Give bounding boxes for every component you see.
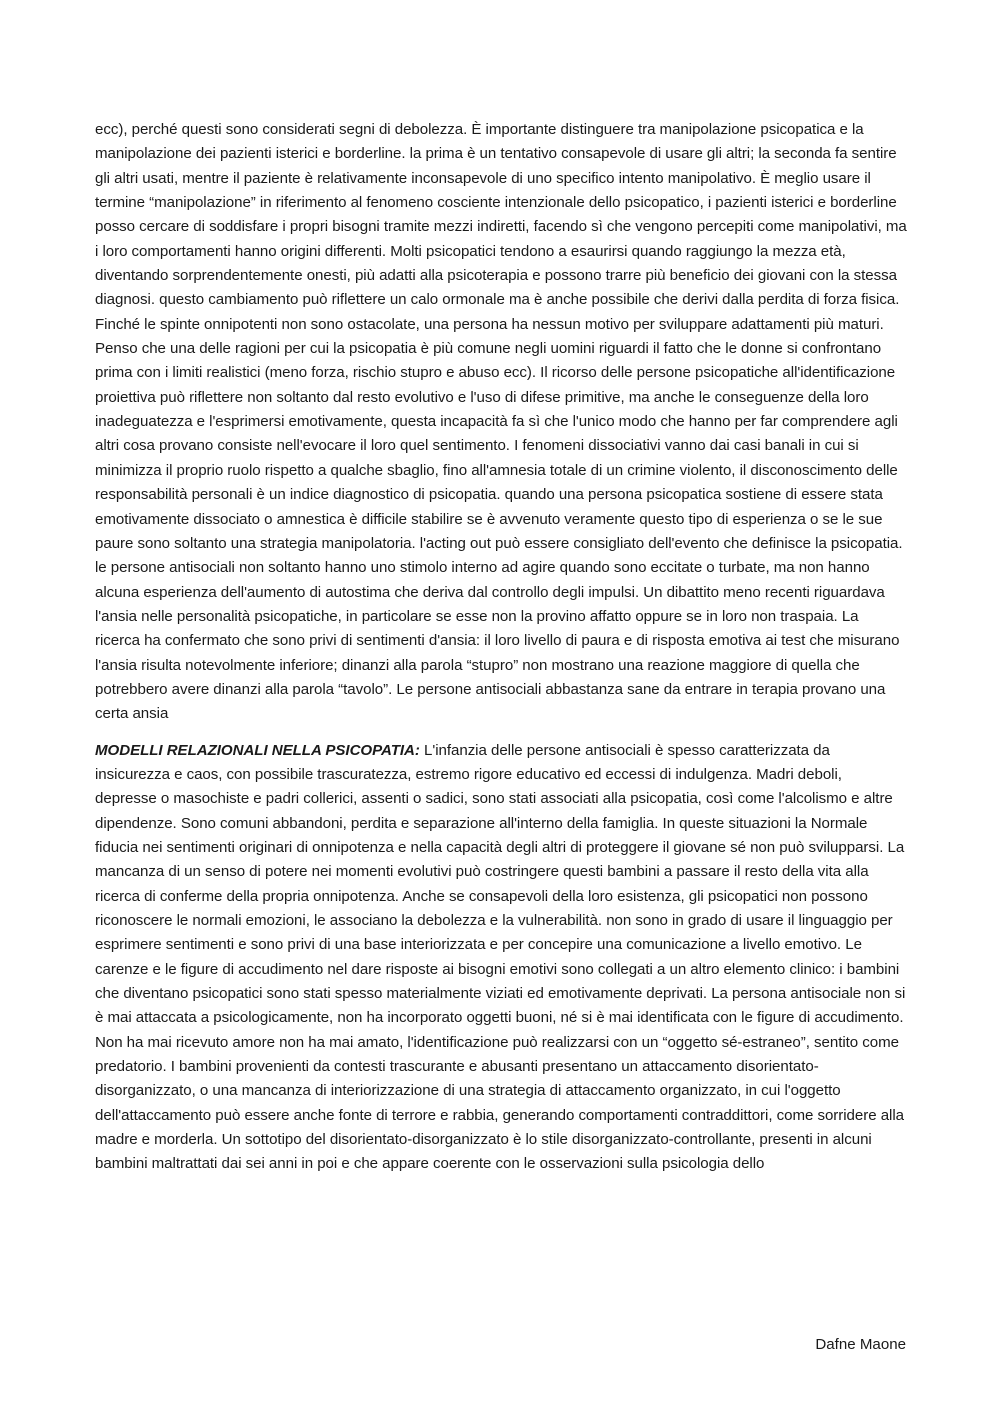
section-heading: MODELLI RELAZIONALI NELLA PSICOPATIA: <box>95 741 420 759</box>
document-page <box>95 118 907 1177</box>
footer-author: Dafne Maone <box>815 1336 906 1353</box>
body-paragraph: ecc), perché questi sono considerati segni di debolezza. È importante distinguere tra manipolazione psicopatica e la manipolazione dei pazienti isterici e borderline. la prima è un tentativo consapevole di usare gli altri; la seconda fa sentire gli altri usati, mentre il paziente è relativamente inconsapevole di uno specifico intento manipolativo. È meglio usare il termine “manipolazione” in riferimento al fenomeno cosciente intenzionale dello psicopatico, i pazienti isterici e borderline posso cercare di soddisfare i propri bisogni tramite mezzi indiretti, facendo sì che vengono percepiti come manipolativi, ma i loro comportamenti hanno origini differenti. Molti psicopatici tendono a esaurirsi quando raggiungo la mezza età, diventando sorprendentemente onesti, più adatti alla psicoterapia e possono trarre più beneficio dei giovani con la stessa diagnosi. questo cambiamento può riflettere un calo ormonale ma è anche possibile che derivi dalla perdita di forza fisica. Finché le spinte onnipotenti non sono ostacolate, una persona ha nessun motivo per sviluppare adattamenti più maturi. Penso che una delle ragioni per cui la psicopatia è più comune negli uomini riguardi il fatto che le donne si confrontano prima con i limiti realistici (meno forza, rischio stupro e abuso ecc). Il ricorso delle persone psicopatiche all'identificazione proiettiva può riflettere non soltanto dal resto evolutivo e l'uso di difese primitive, ma anche le conseguenze della loro inadeguatezza e l'esprimersi emotivamente, questa incapacità fa sì che l'unico modo che hanno per far comprendere agli altri cosa provano consiste nell'evocare il loro quel sentimento. I fenomeni dissociativi vanno dai casi banali in cui si minimizza il proprio ruolo rispetto a qualche sbaglio, fino all'amnesia totale di un crimine violento, il disconoscimento delle responsabilità personali è un indice diagnostico di psicopatia. quando una persona psicopatica sostiene di essere stata emotivamente dissociato o amnestica è difficile stabilire se è avvenuto veramente questo tipo di esperienza o se le sue paure sono soltanto una strategia manipolatoria. l'acting out può essere consigliato dell'evento che definisce la psicopatia. le persone antisociali non soltanto hanno uno stimolo interno ad agire quando sono eccitate o turbate, ma non hanno alcuna esperienza dell'aumento di autostima che deriva dal controllo degli impulsi. Un dibattito meno recenti riguardava l'ansia nelle personalità psicopatiche, in particolare se esse non la provino affatto oppure se in loro non traspaia. La ricerca ha confermato che sono privi di sentimenti d'ansia: il loro livello di paura e di risposta emotiva ai test che misurano l'ansia risulta notevolmente inferiore; dinanzi alla parola “stupro” non mostrano una reazione maggiore di quella che potrebbero avere dinanzi alla parola “tavolo”. Le persone antisociali abbastanza sane da entrare in terapia provano una certa ansia <box>95 121 907 723</box>
section-body-text: L'infanzia delle persone antisociali è spesso caratterizzata da insicurezza e caos, con possibile trascuratezza, estremo rigore educativo ed eccessi di indulgenza. Madri deboli, depresse o masochiste e padri collerici, assenti o sadici, sono stati associati alla psicopatia, così come l'alcolismo e altre dipendenze. Sono comuni abbandoni, perdita e separazione all'interno della famiglia. In queste situazioni la Normale fiducia nei sentimenti originari di onnipotenza e nella capacità degli altri di proteggere il giovane sé non può svilupparsi. La mancanza di un senso di potere nei momenti evolutivi può costringere questi bambini a passare il resto della vita alla ricerca di conferme della propria onnipotenza. Anche se consapevoli della loro esistenza, gli psicopatici non possono riconoscere le normali emozioni, le associano la debolezza e la vulnerabilità. non sono in grado di usare il linguaggio per esprimere sentimenti e sono privi di una base interiorizzata e per concepire una comunicazione a livello emotivo. Le carenze e le figure di accudimento nel dare risposte ai bisogni emotivi sono collegati a un altro elemento clinico: i bambini che diventano psicopatici sono stati spesso materialmente viziati ed emotivamente deprivati. La persona antisociale non si è mai attaccata a psicologicamente, non ha incorporato oggetti buoni, né si è mai identificata con le figure di accudimento. Non ha mai ricevuto amore non ha mai amato, l'identificazione può realizzarsi con un “oggetto sé-estraneo”, sentito come predatorio. I bambini provenienti da contesti trascurante e abusanti presentano un attaccamento disorientato-disorganizzato, o una mancanza di interiorizzazione di una strategia di attaccamento organizzato, in cui l'oggetto dell'attaccamento può essere anche fonte di terrore e rabbia, generando comportamenti contraddittori, come sorridere alla madre e morderla. Un sottotipo del disorientato-disorganizzato è lo stile disorganizzato-controllante, presenti in alcuni bambini maltrattati dai sei anni in poi e che appare coerente con le osservazioni sulla psicologia dello <box>95 741 906 1173</box>
section-paragraph <box>95 739 907 1177</box>
